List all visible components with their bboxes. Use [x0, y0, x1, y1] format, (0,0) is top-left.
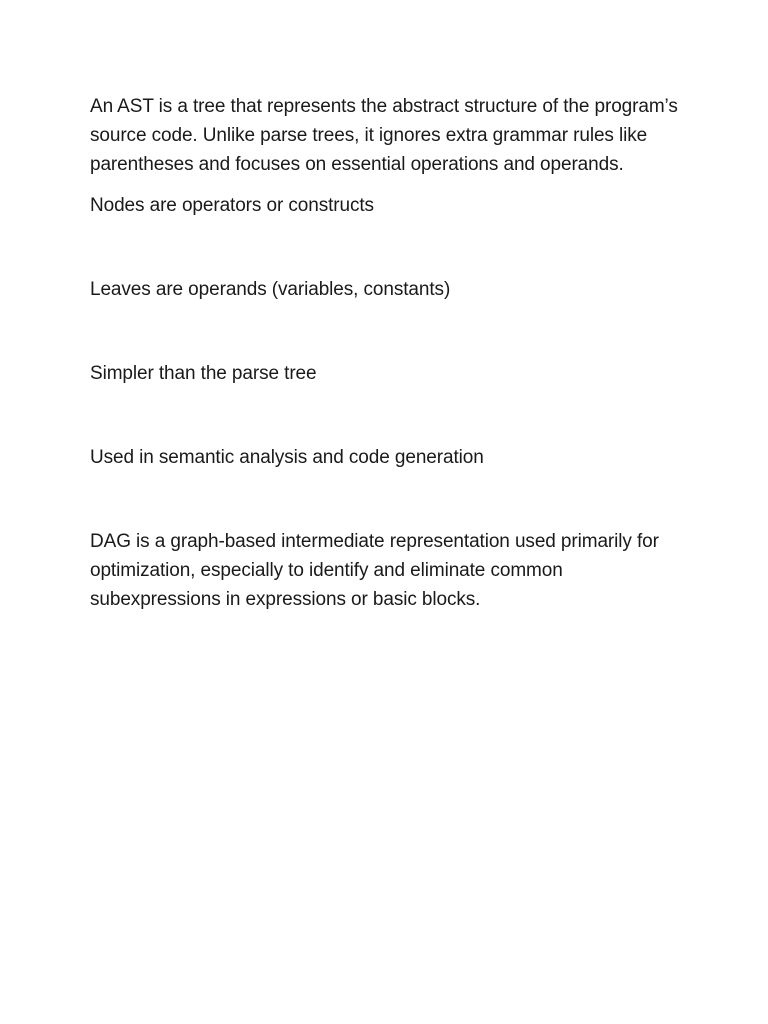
- dag-definition-paragraph: DAG is a graph-based intermediate representation used primarily for optimization, especially to identify and eliminate common subexpressions in expressions or basic blocks.: [90, 531, 659, 610]
- ast-definition-paragraph: An AST is a tree that represents the abstract structure of the program’s source code. Unlike parse trees, it ignores extra grammar rules like parentheses and focuses on essential operations and operands.: [90, 96, 678, 175]
- ast-simpler-line: Simpler than the parse tree: [90, 363, 317, 384]
- ast-nodes-line: Nodes are operators or constructs: [90, 195, 374, 216]
- document-body: [90, 92, 690, 614]
- ast-usage-line: Used in semantic analysis and code generation: [90, 447, 484, 468]
- ast-leaves-line: Leaves are operands (variables, constants): [90, 279, 451, 300]
